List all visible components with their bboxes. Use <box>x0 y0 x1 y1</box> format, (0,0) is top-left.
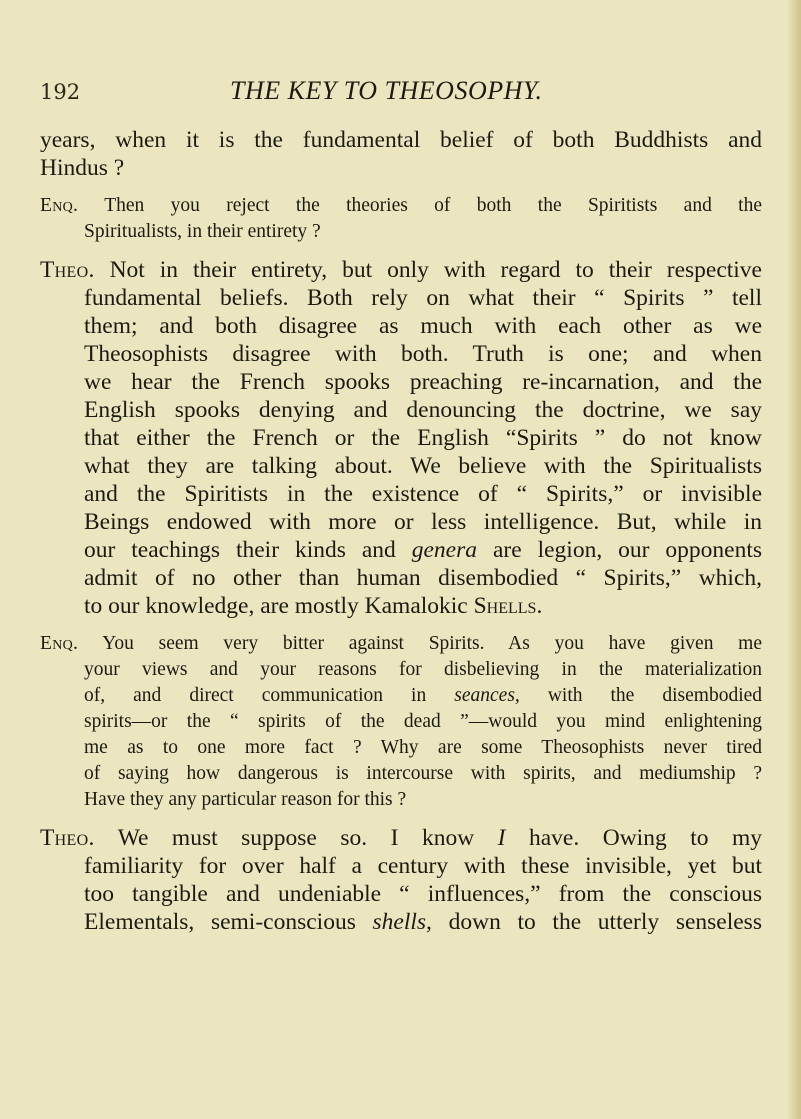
text-run: our teachings their kinds and <box>84 537 396 563</box>
paragraph-theosophist <box>40 256 762 620</box>
text-run: Then you reject the theories of both the Spiritists and the <box>104 195 762 216</box>
text-line: that either the French or the English “Spirits ” do not know <box>84 425 762 451</box>
text-run: Elementals, semi-conscious <box>84 909 356 935</box>
text-line: we hear the French spooks preaching re-incarnation, and the <box>84 369 762 395</box>
text-run: with the disembodied <box>547 685 763 706</box>
text-run: down to the utterly senseless <box>448 909 762 935</box>
paragraph-enquirer <box>40 631 762 813</box>
page-number: 192 <box>40 80 81 104</box>
text-line: English spooks denying and denouncing the doctrine, we say <box>84 397 762 423</box>
text-line <box>40 256 762 284</box>
text-line <box>40 908 762 936</box>
paragraph-enquirer <box>40 193 762 245</box>
body-text <box>40 126 762 947</box>
text-line <box>40 592 762 620</box>
text-line: familiarity for over half a century with these invisible, yet but <box>84 853 762 879</box>
text-line: me as to one more fact ? Why are some Theosophists never tired <box>84 737 762 758</box>
text-line <box>40 824 762 852</box>
text-line: of saying how dangerous is intercourse with spirits, and mediumship ? <box>84 763 762 784</box>
speaker-label: Enq. <box>40 195 79 216</box>
italic-term: shells, <box>372 909 432 935</box>
text-line <box>40 631 762 657</box>
page-header <box>40 76 740 110</box>
small-caps-term: Shells. <box>473 593 543 619</box>
text-line: Spiritualists, in their entirety ? <box>84 221 321 242</box>
text-line <box>40 536 762 564</box>
running-title: THE KEY TO THEOSOPHY. <box>230 76 543 105</box>
text-line: and the Spiritists in the existence of “ Spirits,” or invisible <box>84 481 762 507</box>
text-line: too tangible and undeniable “ influences,” from the conscious <box>84 881 762 907</box>
text-run: We must suppose so. I know <box>117 825 475 851</box>
text-line: spirits—or the “ spirits of the dead ”—would you mind enlightening <box>84 711 762 732</box>
italic-term: genera <box>411 537 477 563</box>
text-run: of, and direct communication in <box>84 685 427 706</box>
text-run: have. Owing to my <box>529 825 763 851</box>
text-line: Hindus ? <box>40 155 125 181</box>
text-line <box>40 193 762 219</box>
text-line: years, when it is the fundamental belief of both Buddhists and <box>40 127 762 153</box>
page-edge-shadow <box>787 0 801 1119</box>
text-line <box>40 683 762 709</box>
italic-term: I <box>497 825 506 851</box>
paragraph-theosophist <box>40 824 762 936</box>
speaker-label: Enq. <box>40 633 79 654</box>
text-line: your views and your reasons for disbelieving in the materialization <box>84 659 762 680</box>
text-line: admit of no other than human disembodied “ Spirits,” which, <box>84 565 762 591</box>
text-run: to our knowledge, are mostly Kamalokic <box>84 593 468 619</box>
text-run: Not in their entirety, but only with regard to their respective <box>109 257 762 283</box>
italic-term: seances, <box>454 685 520 706</box>
text-line: Beings endowed with more or less intelligence. But, while in <box>84 509 762 535</box>
speaker-label: Theo. <box>40 825 95 851</box>
text-run: You seem very bitter against Spirits. As you have given me <box>102 633 763 654</box>
text-line: fundamental beliefs. Both rely on what their “ Spirits ” tell <box>84 285 762 311</box>
paragraph-continuation <box>40 126 762 182</box>
text-line: what they are talking about. We believe with the Spiritualists <box>84 453 762 479</box>
text-run: are legion, our opponents <box>492 537 763 563</box>
speaker-label: Theo. <box>40 257 95 283</box>
text-line: them; and both disagree as much with each other as we <box>84 313 762 339</box>
text-line: Theosophists disagree with both. Truth is one; and when <box>84 341 762 367</box>
text-line: Have they any particular reason for this ? <box>84 789 407 810</box>
